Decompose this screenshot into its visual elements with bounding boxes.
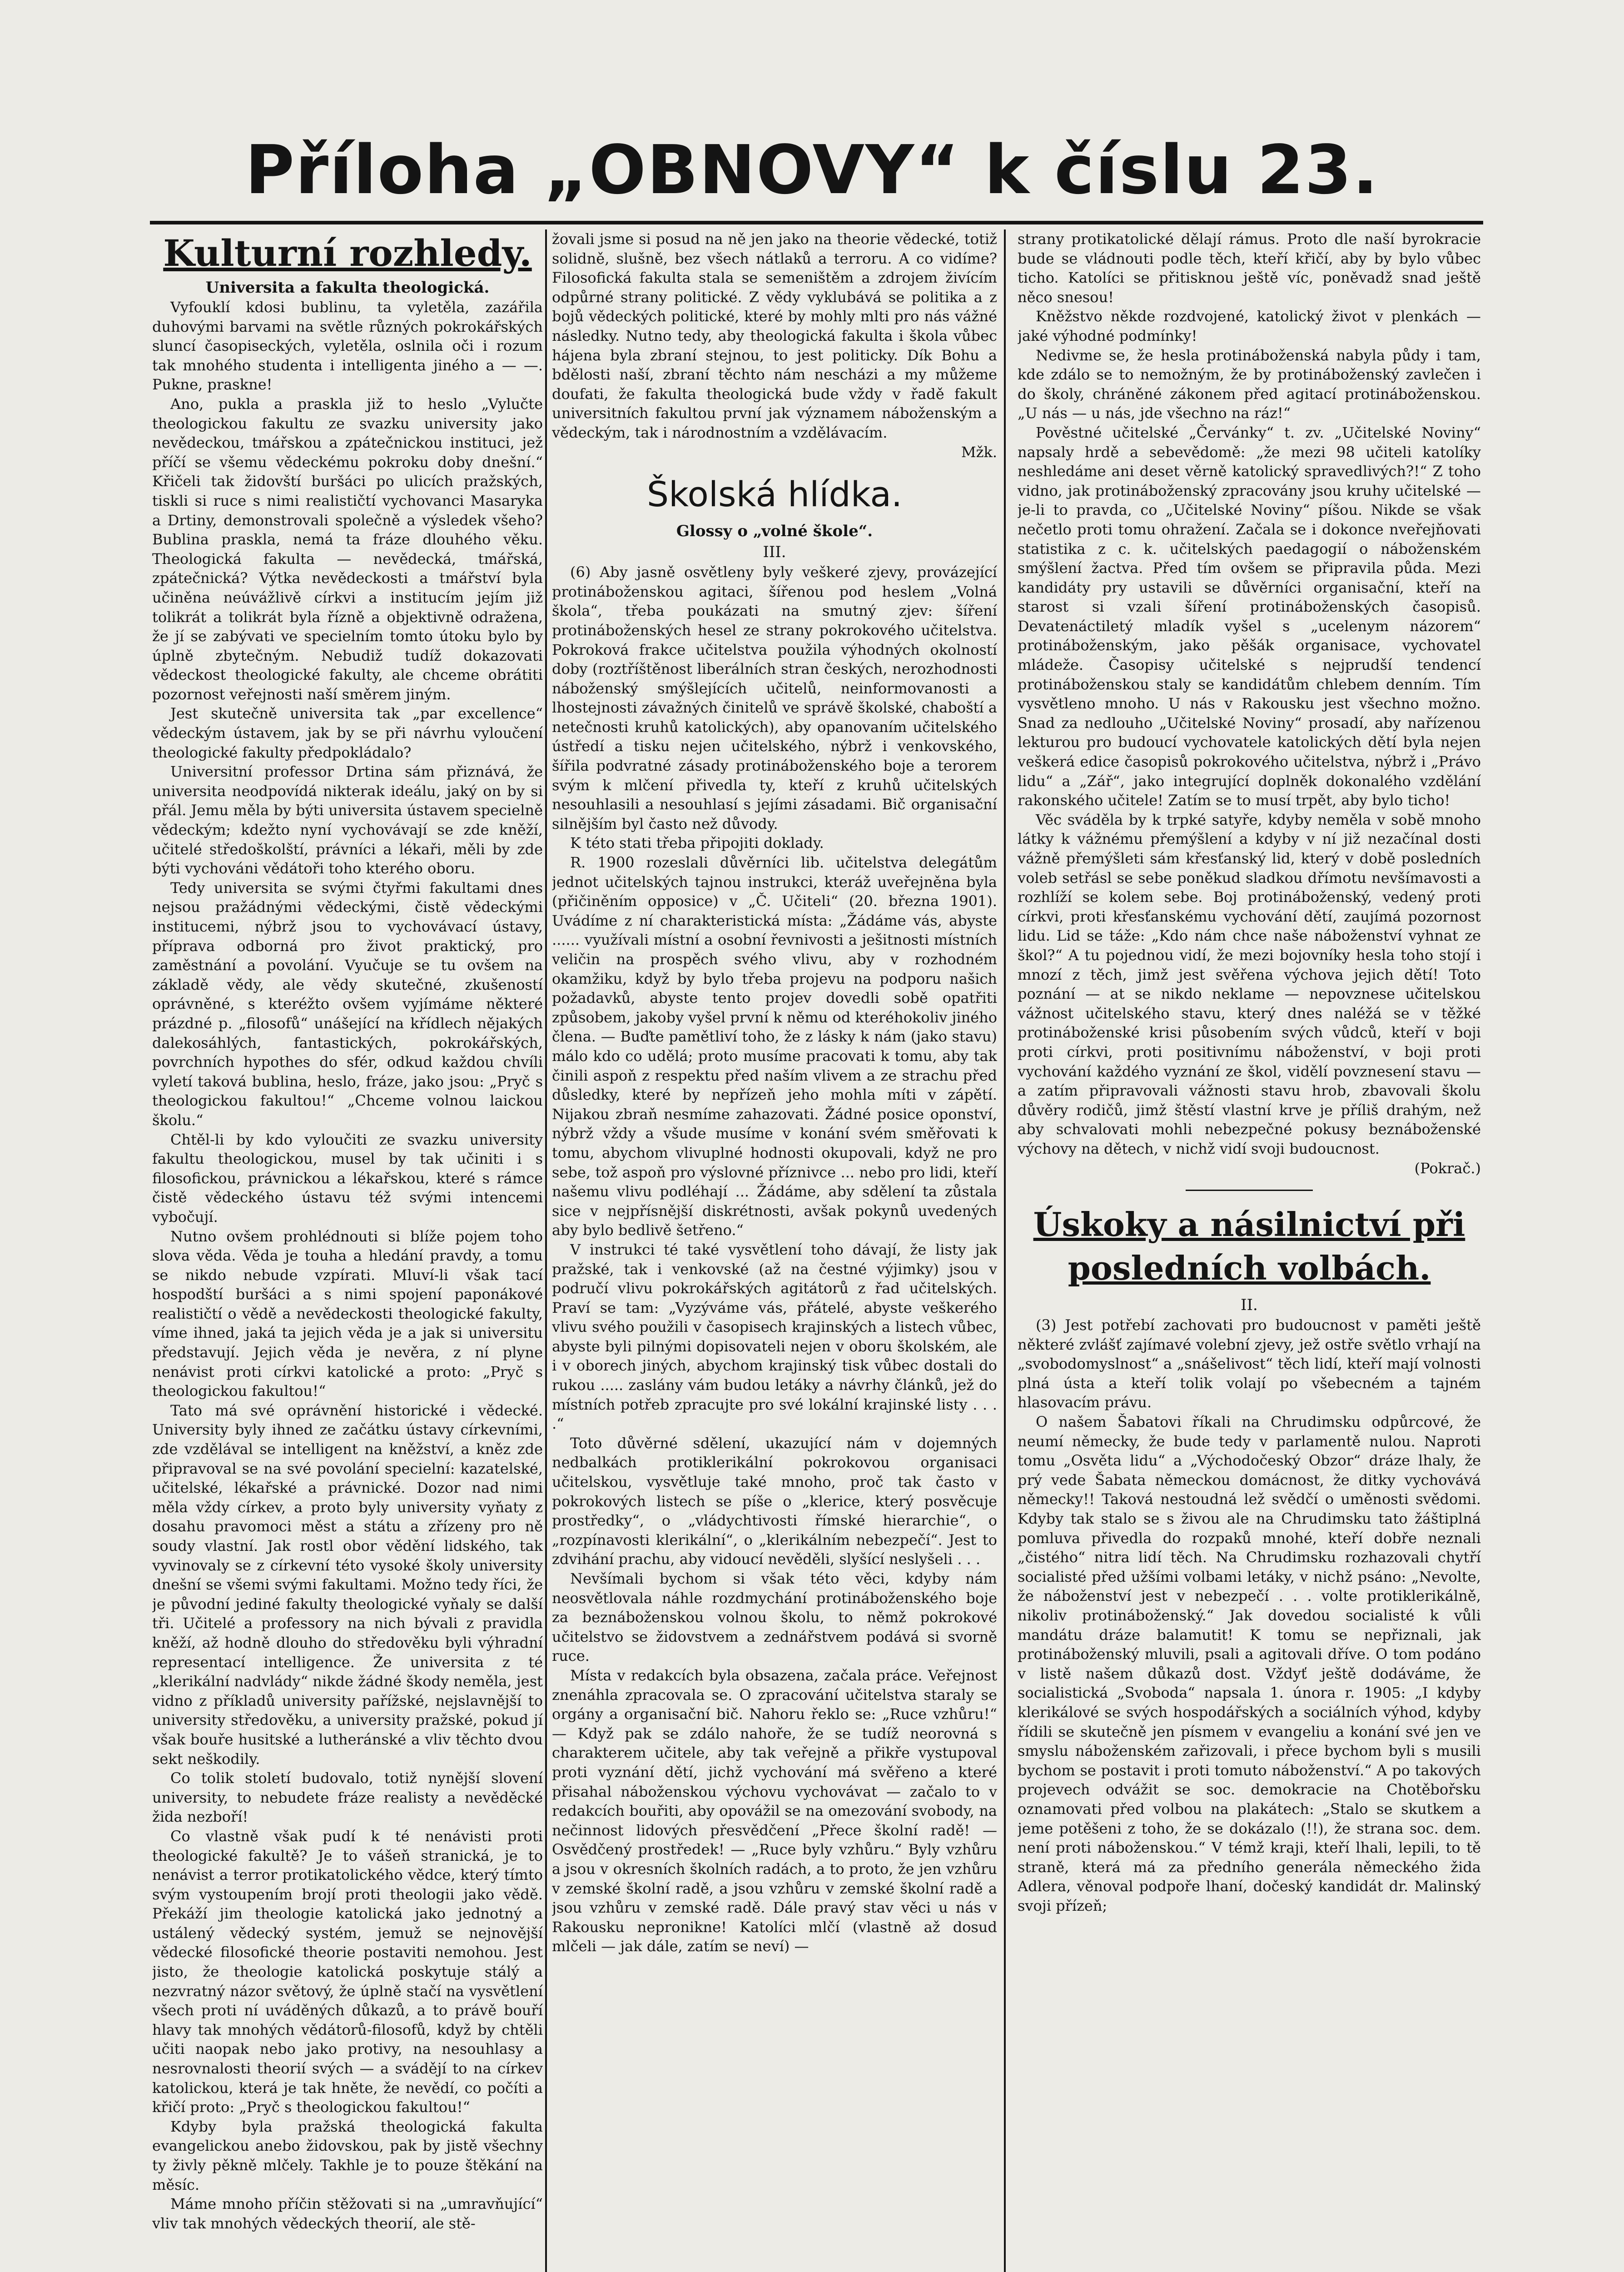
paragraph: Co vlastně však pudí k té nenávisti proti theologické fakultě? Je to vášeň stranická, je to nenávist a terror protikatolického vědce, který tímto svým vystoupením brojí proti theologii jako vědě. Překáží jim theologie katolická jako jednotný a ustálený vědecký systém, jemuž se nejnovější vědecké filosofické theorie postaviti nemohou. Jest jisto, že theologie katolická poskytuje stálý a nezvratný názor světový, že úplně stačí na vysvětlení všech proti ní uváděných důkazů, a to právě bouří hlavy tak mnohých vědátorů-filosofů, když by chtěli učiti naopak nebo jako protivy, na nesouhlasy a nesrovnalosti theorií svých — a svádějí to na církev katolickou, která je tak hněte, že nevědí, co počíti a křičí proto: „Pryč s theologickou fakultou!“ <box>152 1827 543 2116</box>
paragraph: R. 1900 rozeslali důvěrníci lib. učitelstva delegátům jednot učitelských tajnou instrukci, kteráž uveřejněna byla (přičiněním opposice) v „Č. Učiteli“ (20. března 1901). Uvádíme z ní charakteristická místa: „Žádáme vás, abyste ...... využívali místní a osobní řevnivosti a ješitnosti místních veličin na prospěch svého vlivu, aby v rozhodném okamžiku, když by bylo třeba projevu na podporu našich požadavků, abyste tento projev dovedli sobě opatřiti způsobem, jakoby vyšel první k němu od kteréhokoliv jiného člena. — Buďte pamětliví toho, že z lásky k nám (jako stavu) málo kdo co udělá; proto musíme pracovati k tomu, aby tak činili aspoň z respektu před naším vlivem a ze strachu před důsledky, které by nepřízeň jeho mohla míti v zápětí. Nijakou zbraň nesmíme zahazovati. Žádné posice oponství, nýbrž vždy a všude musíme v konání svém směřovati k tomu, abychom vlivuplné hodnosti okupovali, když ne pro sebe, tož aspoň pro výslovné příznivce ... nebo pro lidi, kteří našemu vlivu podléhají ... Žádáme, aby sdělení ta zůstala sice v nejpřísnější diskrétnosti, avšak pokynů uvedených aby bylo bedlivě šetřeno.“ <box>552 854 997 1239</box>
article-subtitle: Glossy o „volné škole“. <box>676 522 873 541</box>
paragraph: Kněžstvo někde rozdvojené, katolický život v plenkách — jaké výhodné podmínky! <box>1018 308 1481 344</box>
paragraph: Tedy universita se svými čtyřmi fakultami dnes nejsou pražádnými vědeckými, čistě vědeckými institucemi, nýbrž jsou to vychovávací ústavy, příprava odborná pro život praktický, pro zaměstnání a povolání. Vyučuje se tu ovšem na základě vědy, ale vědy skutečné, zkušeností oprávněné, s kteréžto ovšem vyjímáme některé prázdné p. „filosofů“ unášející na křídlech nějakých dalekosáhlých, fantastických, pokrokářských, povrchních hypothes do sfér, odkud každou chvíli vyletí taková bublina, heslo, fráze, jako jsou: „Pryč s theologickou fakultou!“ „Chceme volnou laickou školu.“ <box>152 879 543 1129</box>
part-number: II. <box>1241 1296 1258 1315</box>
paragraph: Máme mnoho příčin stěžovati si na „umravňující“ vliv tak mnohých vědeckých theorií, ale stě- <box>152 2195 543 2232</box>
paragraph: O našem Šabatovi říkali na Chrudimsku odpůrcové, že neumí německy, že bude tedy v parlamentě nulou. Naproti tomu „Osvěta lidu“ a „Východočeský Obzor“ dráze lhaly, že prý vede Šabata německou domácnost, že ditky vychovává německy!! Taková nestoudná lež svědčí o uměnosti svědomi. Kdyby tak stalo se s živou ale na Chrudimsku tato žáštiplná pomluva přivedla do rozpaků mnohé, kteří dobře neznali „čistého“ nitra lidí těch. Na Chrudimsku rozhazovali chytří socialisté před užšími volbami letáky, v nichž psáno: „Nevolte, že náboženství jest v nebezpečí . . . volte protiklerikálně, nikoliv protináboženský.“ Jak dovedou socialisté k vůli mandátu dráze balamutit! K tomu se nepřiznali, jak protináboženský mluvili, psali a agitovali dříve. O tom podáno v listě našem důkazů dost. Vždyť ještě dodáváme, že socialistická „Svoboda“ napsala 1. února r. 1905: „I kdyby klerikálové se svých hospodářských a sociálních výhod, kdyby řídili se skutečně jen písmem v evangeliu a konání své jen ve smyslu náboženském zařizovali, i přece bychom byli s musili bychom se postavit i proti tomuto náboženství.“ A po takových projevech odvážit se soc. demokracie na Chotěbořsku oznamovati před volbou na plakátech: „Stalo se skutkem a jeme potěšeni z toho, že se dokázalo (!!), že strana soc. dem. není proti náboženskou.“ V témž kraji, kteří lhali, lepili, to tě straně, která má za předního generála německého žida Adlera, věnoval podpoře lhaní, dočeský kandidát dr. Malinský svoji přízeň; <box>1018 1413 1481 1914</box>
paragraph: Universitní professor Drtina sám přiznává, že universita neodpovídá nikterak ideálu, jaký on by si přál. Jemu měla by býti universita ústavem specielně vědeckým; kdežto nyní vychovávají se zde kněží, učitelé středoškolští, právníci a lékaři, měli by zde býti vychováni vědátoři toho kterého oboru. <box>152 763 543 877</box>
paragraph: Co tolik století budovalo, totiž nynější slovení university, to nebudete fráze realisty a nevěděcké žida nezboří! <box>152 1769 543 1826</box>
column-2 <box>552 229 997 2272</box>
paragraph: Místa v redakcích byla obsazena, začala práce. Veřejnost znenáhla zpracovala se. O zpracování učitelstva staraly se orgány a organisační bič. Nahoru řeklo se: „Ruce vzhůru!“ — Když pak se zdálo nahoře, že se tudíž neorovná s charakterem učitele, aby tak veřejně a přikře vystupoval proti vyznání dětí, jichž vychování má svěřeno a které přisahal náboženskou výchovu vychovávat — začalo to v redakcích bouřiti, aby opovážil se na omezování svobody, na nečinnost lidových přesvědčení „Přece školní radě! — Osvědčený prostředek! — „Ruce byly vzhůru.“ Byly vzhůru a jsou v okresních školních radách, a to proto, že jen vzhůru v zemské školní radě, a jsou vzhůru v zemské školní radě a jsou vzhůru v zemské radě. Dále pravý stav věci u nás v Rakousku nepronikne! Katolíci mlčí (vlastně až dosud mlčeli — jak dále, zatím se neví) — <box>552 1666 997 1955</box>
paragraph: Kdyby byla pražská theologická fakulta evangelickou anebo židovskou, pak by jistě všechny ty živly pěkně mlčely. Takhle je to pouze štěkání na měsíc. <box>152 2118 543 2193</box>
paragraph: Vyfouklí kdosi bublinu, ta vyletěla, zazářila duhovými barvami na světle různých pokrokářských sluncí časopiseckých, vyletěla, oslnila oči i rozum tak mnohého studenta i intelligenta jiného a — —. Pukne, praskne! <box>152 299 543 394</box>
paragraph: Ano, pukla a praskla již to heslo „Vylučte theologickou fakultu ze svazku university jako nevědeckou, tmářskou a zpátečnickou instituci, jež příčí se všemu vědeckému pokroku doby dnešní.“ Křičeli tak židovští buršáci po ulicích pražských, tiskli si ruce s nimi realističtí vychovanci Masaryka a Drtiny, demonstrovali společně a výsledek všeho? Bublina praskla, nemá ta fráze dlouhého věku. Theologická fakulta — nevědecká, tmářská, zpátečnická? Výtka nevědeckosti a tmářství byla učiněna neúvážlivě církvi a institucím jejím již tolikrát a tolikrát byla řízně a objektivně odražena, že jí se zabývati ve specielním tomto útoku bylo by úplně zbytečným. Nebudiž tudíž dokazovati vědeckost theologické fakulty, ale chceme obrátiti pozornost veřejnosti naší směrem jiným. <box>152 395 543 703</box>
author-signature: Mžk. <box>961 443 997 461</box>
paragraph: strany protikatolické dělají rámus. Proto dle naší byrokracie bude se vládnouti podle těch, kteří křičí, aby by bylo vůbec ticho. Katolíci se přitisknou ještě víc, poněvadž snad ještě něco snesou! <box>1018 230 1481 306</box>
article-subtitle: Universita a fakulta theologická. <box>205 279 490 297</box>
paragraph: K této stati třeba připojiti doklady. <box>570 834 824 852</box>
column-1 <box>152 229 543 2272</box>
paragraph: Jest skutečně universita tak „par excellence“ vědeckým ústavem, jak by se při návrhu vyloučení theologické fakulty předpokládalo? <box>152 705 543 761</box>
article-title-kulturni: Kulturní rozhledy. <box>163 232 532 274</box>
paragraph: Tato má své oprávnění historické i vědecké. University byly ihned ze začátku ústavy církevními, zde vzdělával se intelligent na kněžství, a kněz zde připravoval se na své povolání specielní: kazatelské, učitelské, lékařské a právnické. Dozor nad nimi měla vždy církev, a proto byly university vyňaty z dosahu pravomoci měst a státu a zřízeny pro ně soudy vlastní. Jak rostl obor vědění lidského, tak vyvinovaly se z církevní této vysoké školy university dnešní se všemi svými fakultami. Možno tedy říci, že je původní jediné fakulty theologické vyňaly se další tři. Učitelé a professory na nich bývali z pravidla kněží, až hodně dlouho do středověku byli výhradní representací intelligence. Že universita z té „klerikální nadvlády“ nikde žádné škody neměla, jest vidno z příkladů university pařížské, nejslavnější to university středověku, a university pražské, pokud jí však bouře husitské a lutheránské a vliv těchto dvou sekt neškodily. <box>152 1401 543 1768</box>
continued-note: (Pokrač.) <box>1414 1159 1481 1177</box>
column-3 <box>1018 229 1481 2272</box>
paragraph: Věc sváděla by k trpké satyře, kdyby neměla v sobě mnoho látky k vážnému přemýšlení a kdyby v ní již nezačínal dosti vážně přemýšleti sám křesťanský lid, který v době posledních voleb setřásl se sebe poněkud sladkou dřímotu nevšímavosti a rozhlíží se kolem sebe. Boj protináboženský, vedený proti církvi, proti křesťanskému vychování dětí, zaujímá pozornost lidu. Lid se táže: „Kdo nám chce naše náboženství vyhnat ze škol?“ A tu pojednou vidí, že mezi bojovníky hesla toho stojí i mnozí z těch, jimž jest svěřena výchova jejich dětí! Toto poznání — at se nikdo neklame — nepovznese učitelskou vážnost učitelského stavu, který dnes naléžá se v těžké protináboženské krisi působením svých vůdců, kteří v boji proti církvi, proti positivnímu náboženství, v boji proti vychování každého vyznání ze škol, vidělí povznesení stavu — a zatím připravovali vážnosti stavu hrob, zbavovali školu důvěry rodičů, jimž štěstí vlastní krve je příliš drahým, než aby schvalovati mohli nebezpečné pokusy beznáboženské výchovy na dětech, v nichž vidí svoji budoucnost. <box>1018 811 1481 1157</box>
paragraph: Toto důvěrné sdělení, ukazující nám v dojemných nedbalkách protiklerikální pokrokovou organisaci učitelskou, vysvětluje také mnoho, proč tak často v pokrokových listech se píše o „klerice, který posvěcuje prostředky“, o „vládychtivosti římské hierarchie“, o „rozpínavosti klerikální“, o „klerikálním nebezpečí“. Jest to zdvihání prachu, aby vidoucí nevěděli, slyšící neslyšeli . . . <box>552 1434 997 1568</box>
paragraph: Nutno ovšem prohlédnouti si blíže pojem toho slova věda. Věda je touha a hledání pravdy, a tomu se nikdo nebude vzpírati. Mluví-li však tací hospodští buršáci a s nimi spojení paponákové realističtí o vědě a nevědeckosti theologické fakulty, víme ihned, jaká ta jejich věda je a jak si universitu představují. Jejich věda je nevěra, z ní plyne nenávist proti církvi katolické a proto: „Pryč s theologickou fakultou!“ <box>152 1227 543 1400</box>
article-title-uskoky: Úskoky a násilnictví při posledních volbách. <box>1033 1205 1465 1288</box>
paragraph: Pověstné učitelské „Červánky“ t. zv. „Učitelské Noviny“ napsaly hrdě a sebevědomě: „že mezi 98 učiteli katolíky neshledáme ani deset věrně katolický spravedlivých?!“ Z toho vidno, jak protináboženský zpracovány jsou kruhy učitelské — je-li to pravda, co „Učitelské Noviny“ píšou. Nikde se však nečetlo proti tomu ohražení. Začala se i dokonce nveřejňovati statistika z c. k. učitelských paedagogií o náboženském smýšlení žactva. Před tím ovšem se připravila půda. Mezi kandidáty pry ustavili se důvěrníci organisační, kteří na starost si vzali šíření protináboženských časopisů. Devatenáctiletý mladík vyšel s „ucelenym názorem“ protináboženským, jako pěšák organisace, vychovatel mládeže. Časopisy učitelské s nejprudší tendencí protináboženskou staly se kandidátům chlebem denním. Tím vysvětleno mnoho. U nás v Rakousku jest všechno možno. Snad za nedlouho „Učitelské Noviny“ prosadí, aby nařízenou lekturou pro budoucí vychovatele katolických dětí byla nejen veškerá edice časopisů pokrokového učitelstva, nýbrž i „Právo lidu“ a „Zář“, jako integrující doplněk dokonalého vzdělání rakonského učitele! Zatím se to musí trpět, aby bylo ticho! <box>1018 424 1481 809</box>
article-title-skolska: Školská hlídka. <box>646 474 903 515</box>
paragraph: Nedivme se, že hesla protináboženská nabyla půdy i tam, kde zdálo se to nemožným, že by protináboženský zavlečen i do školy, chráněné zákonem před agitací protináboženskou. „U nás — u nás, jde všechno na ráz!“ <box>1018 346 1481 422</box>
masthead: Příloha „OBNOVY“ k číslu 23. <box>245 131 1379 209</box>
section-divider <box>1186 1190 1313 1191</box>
paragraph: Chtěl-li by kdo vyloučiti ze svazku university fakultu theologickou, musel by tak učiniti i s filosofickou, právnickou a lékařskou, které s rámce čistě vědeckého ústavu též svými intencemi vybočují. <box>152 1131 543 1226</box>
paragraph: Nevšímali bychom si však této věci, kdyby nám neosvětlovala náhle rozdmychání protináboženského boje za beznáboženskou volnou školu, to němž pokrokové učitelstvo se židovstvem a zednářstvem podává si svorně ruce. <box>552 1570 997 1665</box>
paragraph: (6) Aby jasně osvětleny byly veškeré zjevy, provázející protináboženskou agitaci, šířenou pod heslem „Volná škola“, třeba poukázati na smutný zjev: šíření protináboženských hesel ze strany pokrokového učitelstva. Pokroková frakce učitelstva použila výhodných okolností doby (roztříštěnost liberálních stran českých, nerozhodnosti náboženský smýšlejících učitelů, neinformovanosti a lhostejnosti závažných činitelů ve správě školské, chaboští a netečnosti kruhů katolických), aby opanovaním učitelského ústředí a tisku nejen učitelského, nýbrž i venkovského, šířila podvratné zásady protináboženského boje a terorem svým k mlčení přivedla ty, kteří z kruhů učitelských nesouhlasili a nesouhlasí s jejími zásadami. Bič organisační silnějším byl často než důvody. <box>552 563 997 832</box>
part-number: III. <box>763 543 786 562</box>
top-rule <box>150 221 1483 224</box>
column-rule-2 <box>1004 229 1006 2272</box>
column-rule-1 <box>545 229 547 2272</box>
paragraph: žovali jsme si posud na ně jen jako na theorie vědecké, totiž solidně, slušně, bez všech nátlaků a terroru. A co vidíme? Filosofická fakulta stala se semeništěm a zdrojem živícím odpůrné strany politické. Z vědy vyklubává se politika a z bojů vědeckých politické, které by mohly mlti pro nás vážné následky. Nutno tedy, aby theologická fakulta i škola vůbec hájena byla zbraní stejnou, to jest politicky. Dík Bohu a bdělosti naší, zbraní těchto nám nescházi a my můžeme doufati, že fakulta theologická bude vždy v řadě fakult universitních fakultou první jak významem náboženským a vědeckým, tak i národnostním a vzdělávacím. <box>552 230 997 441</box>
paragraph: V instrukci té také vysvětlení toho dávají, že listy jak pražské, tak i venkovské (až na čestné výjimky) jsou v područí vlivu pokrokářských agitátorů z řad učitelských. Praví se tam: „Vyzýváme vás, přátelé, abyste veškerého vlivu svého použili v časopisech krajinských a listech vůbec, abyste byli pilnými dopisovateli nejen v oboru školském, ale i v oborech jiných, abychom krajinský tisk vůbec dostali do rukou ..... zaslány vám budou letáky a návrhy článků, jež do místních potřeb zpracujte pro své lokální krajinské listy . . . .“ <box>552 1241 997 1433</box>
paragraph: (3) Jest potřebí zachovati pro budoucnost v paměti ještě některé zvlášť zajímavé volební zjevy, jež ostře světlo vrhají na „svobodomyslnost“ a „snášelivost“ těch lidí, kteří mají volnosti plná ústa a kteří tolik volají po všebecném a tajném hlasovacím právu. <box>1018 1316 1481 1411</box>
